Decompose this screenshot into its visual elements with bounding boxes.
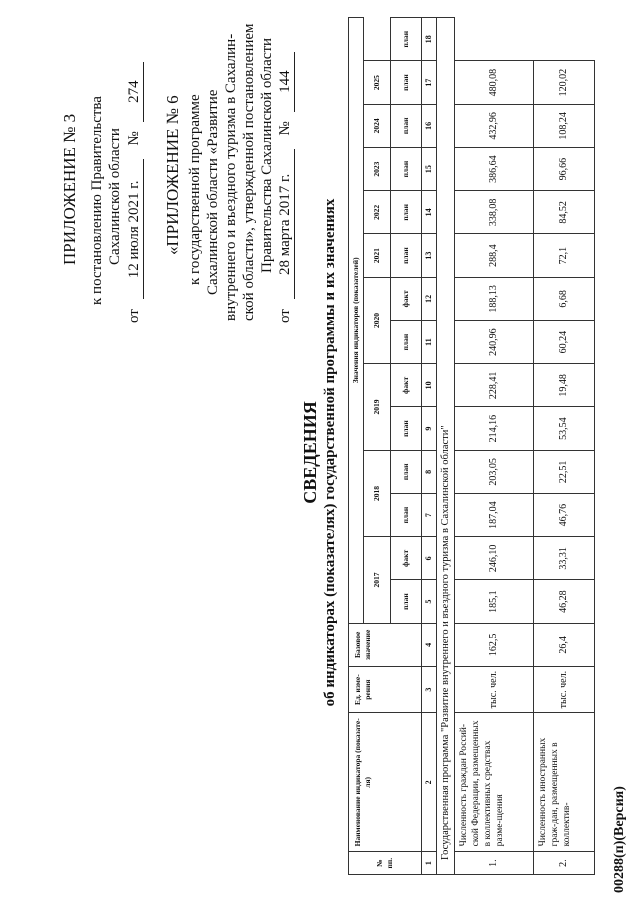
value-cell: 19,48	[534, 364, 595, 407]
header-name: Наименование индикатора (показате-ля)	[349, 713, 422, 852]
column-number: 5	[422, 580, 437, 623]
indicator-name: Численность иностранных граж-дан, размещенных в коллектив-	[534, 713, 595, 852]
appendix3-no-label: №	[126, 131, 142, 146]
value-cell: 386,64	[455, 147, 534, 190]
column-number: 13	[422, 234, 437, 277]
value-cell: 72,1	[534, 234, 595, 277]
indicators-table	[348, 17, 595, 875]
column-number: 12	[422, 277, 437, 320]
value-cell: 214,16	[455, 407, 534, 450]
column-number: 7	[422, 493, 437, 536]
appendix3-from-label: от	[126, 309, 142, 323]
value-cell: 288,4	[455, 234, 534, 277]
document-heading: СВЕДЕНИЯ	[300, 401, 320, 504]
column-number: 6	[422, 537, 437, 580]
year-header: 2024	[364, 104, 391, 147]
fact-header: факт	[391, 364, 422, 407]
plan-header: план	[391, 18, 422, 61]
header-unit: Ед. изме-рения	[349, 666, 422, 712]
appendix6-line5: Правительства Сахалинской области	[259, 37, 275, 273]
column-number: 17	[422, 61, 437, 104]
value-cell: 53,54	[534, 407, 595, 450]
year-header: 2022	[364, 191, 391, 234]
plan-header: план	[391, 407, 422, 450]
value-cell: 6,68	[534, 277, 595, 320]
year-header: 2023	[364, 147, 391, 190]
table-row	[455, 18, 534, 875]
fact-header: факт	[391, 537, 422, 580]
value-cell: 22,51	[534, 450, 595, 493]
column-number: 3	[422, 666, 437, 712]
column-number: 15	[422, 147, 437, 190]
appendix3-line1: к постановлению Правительства	[89, 96, 105, 305]
appendix6-title: «ПРИЛОЖЕНИЕ № 6	[163, 95, 182, 255]
plan-header: план	[391, 104, 422, 147]
table-header-row	[349, 18, 364, 875]
value-cell: 188,13	[455, 277, 534, 320]
indicator-base: 26,4	[534, 623, 595, 666]
plan-header: план	[391, 493, 422, 536]
value-cell: 228,41	[455, 364, 534, 407]
value-cell: 185,1	[455, 580, 534, 623]
appendix6-line1: к государственной программе	[187, 94, 203, 285]
column-number-row	[422, 18, 437, 875]
column-number: 1	[422, 852, 437, 875]
indicator-base: 162,5	[455, 623, 534, 666]
footer-version-label: 00288(п)(Версия)	[612, 786, 627, 893]
program-section-title: Государственная программа "Развитие внутреннего и въездного туризма в Сахалинской области"	[437, 18, 455, 875]
appendix6-number: 144	[276, 52, 295, 112]
value-cell: 33,31	[534, 537, 595, 580]
indicator-unit: тыс. чел.	[534, 666, 595, 712]
column-number: 8	[422, 450, 437, 493]
column-number: 14	[422, 191, 437, 234]
column-number: 2	[422, 713, 437, 852]
header-base: Базовое значение	[349, 623, 422, 666]
value-cell: 46,28	[534, 580, 595, 623]
appendix6-line4: ской области», утвержденной постановлением	[241, 23, 257, 321]
value-cell: 187,04	[455, 493, 534, 536]
value-cell: 480,08	[455, 61, 534, 104]
value-cell: 60,24	[534, 320, 595, 363]
plan-header: план	[391, 234, 422, 277]
plan-header: план	[391, 147, 422, 190]
value-cell: 246,10	[455, 537, 534, 580]
value-cell: 46,76	[534, 493, 595, 536]
indicator-unit: тыс. чел.	[455, 666, 534, 712]
appendix6-date-line	[276, 52, 295, 323]
appendix3-title: ПРИЛОЖЕНИЕ № 3	[60, 113, 79, 265]
column-number: 16	[422, 104, 437, 147]
column-number: 10	[422, 364, 437, 407]
plan-header: план	[391, 191, 422, 234]
section-row	[437, 18, 455, 875]
value-cell: 108,24	[534, 104, 595, 147]
plan-header: план	[391, 61, 422, 104]
value-cell: 338,08	[455, 191, 534, 234]
value-cell: 240,96	[455, 320, 534, 363]
appendix6-no-label: №	[277, 121, 293, 136]
appendix6-date: 28 марта 2017 г.	[276, 149, 295, 299]
appendix3-line2: Сахалинской области	[107, 128, 123, 265]
plan-header: план	[391, 320, 422, 363]
header-values: Значения индикаторов (показателей)	[349, 18, 364, 624]
year-header: 2020	[364, 277, 391, 364]
value-cell: 203,05	[455, 450, 534, 493]
column-number: 11	[422, 320, 437, 363]
column-number: 18	[422, 18, 437, 61]
value-cell: 84,52	[534, 191, 595, 234]
header-no: № пп.	[349, 852, 422, 875]
appendix6-line3: внутреннего и въездного туризма в Сахалин-	[223, 33, 239, 321]
value-cell: 432,96	[455, 104, 534, 147]
value-cell: 96,66	[534, 147, 595, 190]
value-cell: 120,02	[534, 61, 595, 104]
appendix6-from-label: от	[277, 309, 293, 323]
year-header: 2017	[364, 537, 391, 624]
row-number: 2.	[534, 852, 595, 875]
indicator-name: Численность граждан Россий-ской Федерации, размещенных в коллективных средствах разме-щения	[455, 713, 534, 852]
year-header: 2018	[364, 450, 391, 537]
year-header: 2021	[364, 234, 391, 277]
appendix3-date-line	[125, 62, 144, 323]
year-header: 2025	[364, 61, 391, 104]
document-subheading: об индикаторах (показателях) государственной программы и их значениях	[322, 198, 338, 707]
column-number: 4	[422, 623, 437, 666]
year-header: 2019	[364, 364, 391, 451]
appendix6-line2: Сахалинской области «Развитие	[205, 89, 221, 295]
row-number: 1.	[455, 852, 534, 875]
fact-header: факт	[391, 277, 422, 320]
column-number: 9	[422, 407, 437, 450]
table-row	[534, 18, 595, 875]
appendix3-date: 12 июля 2021 г.	[125, 159, 144, 299]
appendix3-number: 274	[125, 62, 144, 122]
plan-header: план	[391, 450, 422, 493]
plan-header: план	[391, 580, 422, 623]
